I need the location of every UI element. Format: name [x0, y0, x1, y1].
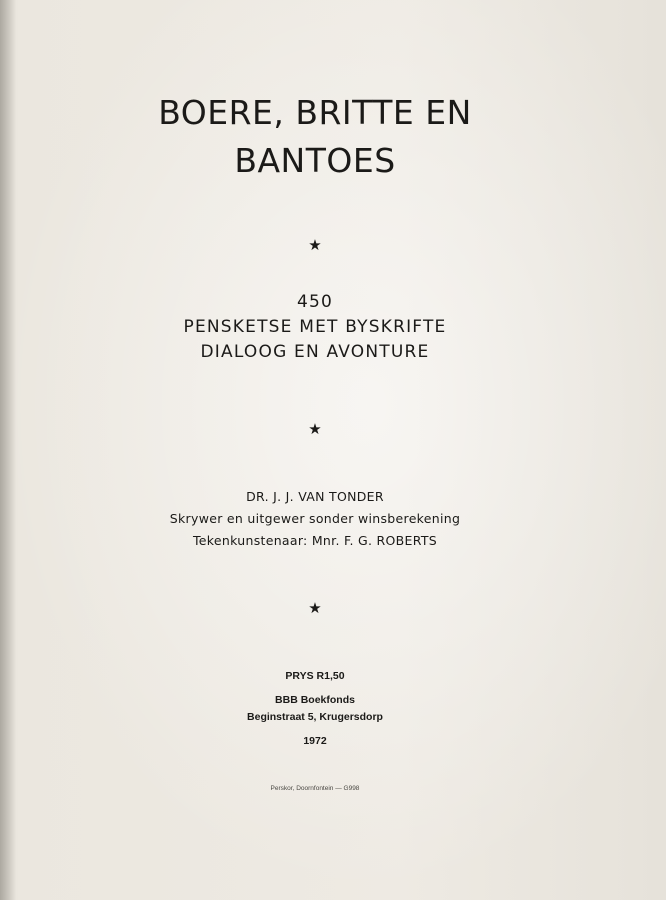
title-line-1: BOERE, BRITTE EN [158, 93, 472, 132]
star-ornament-1: ★ [308, 236, 322, 254]
author-name: DR. J. J. VAN TONDER [246, 489, 384, 504]
subtitle-line-2: PENSKETSE MET BYSKRIFTE [183, 317, 447, 337]
publication-year: 1972 [303, 735, 327, 747]
publisher-address: Beginstraat 5, Krugersdorp [247, 711, 383, 723]
subtitle-line-3: DIALOOG EN AVONTURE [200, 342, 430, 362]
star-ornament-2: ★ [308, 420, 322, 438]
price: PRYS R1,50 [285, 670, 345, 682]
printer-imprint: Perskor, Doornfontein — G998 [270, 785, 360, 792]
star-ornament-3: ★ [308, 599, 322, 617]
author-role: Skrywer en uitgewer sonder winsberekening [169, 511, 461, 526]
publisher-name: BBB Boekfonds [275, 694, 355, 706]
title-line-2: BANTOES [234, 141, 396, 180]
illustrator-credit: Tekenkunstenaar: Mnr. F. G. ROBERTS [192, 533, 437, 548]
subtitle-count: 450 [296, 292, 334, 312]
